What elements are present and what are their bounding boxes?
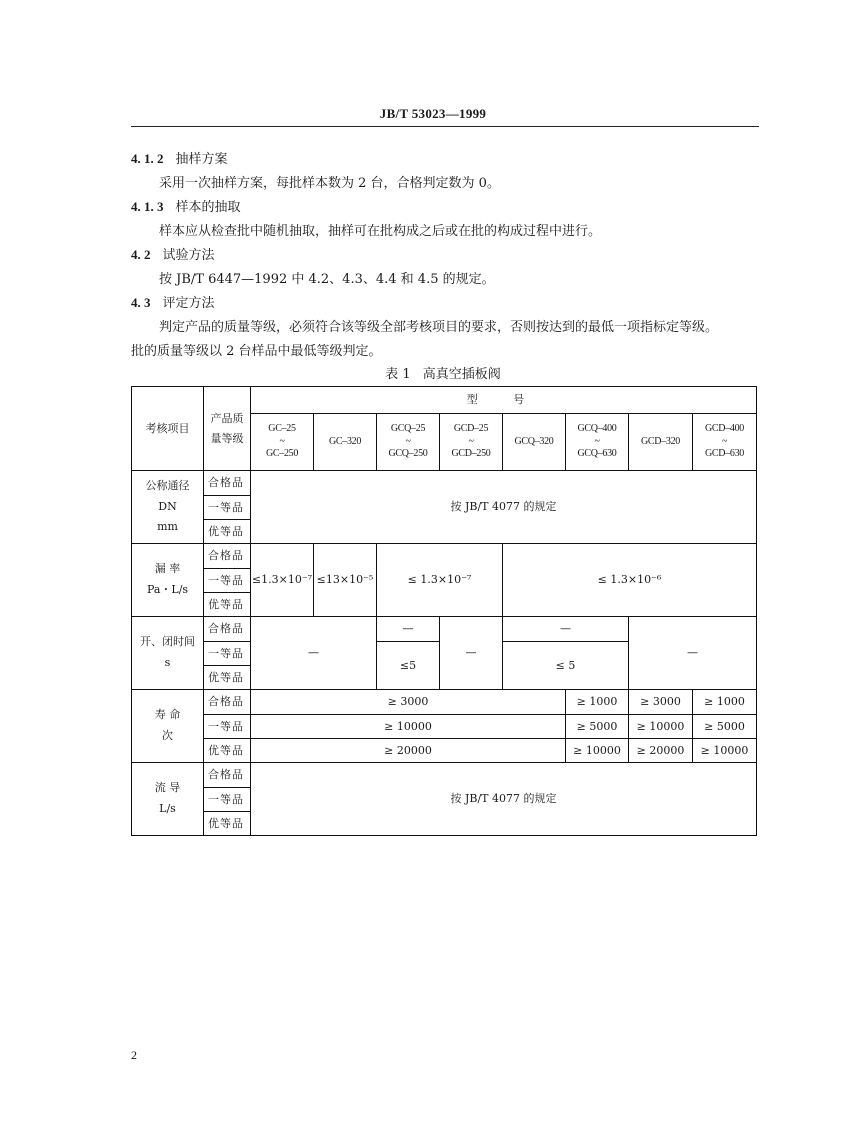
- section-title: 试验方法: [162, 248, 215, 263]
- leak-value-gc-320: ≤13×10⁻⁵: [314, 544, 377, 617]
- time-gcd-dash: —: [440, 617, 503, 690]
- document-standard-number: JB/T 53023—1999: [379, 106, 487, 121]
- section-4-2-text: 按 JB/T 6447—1992 中 4.2、4.3、4.4 和 4.5 的规定。: [159, 272, 495, 287]
- header-model: [251, 387, 757, 414]
- section-4-3-heading: [131, 292, 215, 311]
- row-label-open-close-time: [132, 617, 204, 690]
- life-first-c: ≥ 10000: [629, 715, 693, 739]
- life-superior-b: ≥ 10000: [566, 739, 629, 763]
- grade-superior: 优等品: [204, 520, 251, 544]
- header-model-text: 型 号: [466, 393, 541, 407]
- time-gcq-large-qualified: —: [503, 617, 629, 642]
- grade-superior: 优等品: [204, 666, 251, 690]
- conductance-value: 按 JB/T 4077 的规定: [251, 763, 757, 836]
- label-line: s: [164, 656, 171, 669]
- model-gcq-400-630: [566, 414, 629, 471]
- grade-first-class: 一等品: [204, 496, 251, 520]
- grade-first-class: 一等品: [204, 569, 251, 593]
- model-tilde: ~: [721, 435, 728, 447]
- model-gc-320: GC–320: [314, 414, 377, 471]
- model-line: GCQ–400: [577, 423, 617, 435]
- model-gc-25-250: [251, 414, 314, 471]
- table-title: 高真空插板阀: [422, 367, 501, 382]
- model-line: GCD–250: [451, 448, 491, 460]
- life-first-b: ≥ 5000: [566, 715, 629, 739]
- grade-superior: 优等品: [204, 812, 251, 836]
- header-item: 考核项目: [132, 387, 204, 471]
- page-number: 2: [131, 1048, 137, 1062]
- time-gcd-large-dash: —: [629, 617, 757, 690]
- label-line: mm: [157, 520, 178, 534]
- grade-qualified: 合格品: [204, 763, 251, 788]
- label-line: 寿 命: [154, 708, 181, 722]
- life-superior-d: ≥ 10000: [693, 739, 757, 763]
- table-label: 表 1: [385, 367, 411, 382]
- section-4-1-2-text: 采用一次抽样方案，每批样本数为 2 台，合格判定数为 0。: [159, 176, 500, 191]
- life-first-d: ≥ 5000: [693, 715, 757, 739]
- leak-value-gcq-gcd-25: ≤ 1.3×10⁻⁷: [377, 544, 503, 617]
- model-line: GCD–630: [704, 448, 744, 460]
- time-gcq-value: ≤5: [377, 642, 440, 690]
- label-line: 次: [162, 729, 173, 742]
- section-4-2-heading: [131, 244, 215, 263]
- row-label-leak-rate: [132, 544, 204, 617]
- specification-table: [131, 386, 757, 836]
- time-gcq-large-value: ≤ 5: [503, 642, 629, 690]
- time-gc-dash: —: [251, 617, 377, 690]
- model-gcd-25-250: [440, 414, 503, 471]
- model-line: GC–250: [265, 448, 299, 460]
- dn-value: 按 JB/T 4077 的规定: [251, 471, 757, 544]
- section-number: 4. 2: [131, 247, 151, 262]
- model-gcq-320: GCQ–320: [503, 414, 566, 471]
- grade-superior: 优等品: [204, 739, 251, 763]
- section-number: 4. 1. 2: [131, 151, 164, 166]
- grade-superior: 优等品: [204, 593, 251, 617]
- model-line: GCD–25: [453, 423, 489, 435]
- section-4-3-text-1: 判定产品的质量等级，必须符合该等级全部考核项目的要求，否则按达到的最低一项指标定等级。: [159, 320, 719, 335]
- section-title: 抽样方案: [175, 152, 228, 167]
- section-title: 样本的抽取: [175, 200, 241, 215]
- row-label-conductance: [132, 763, 204, 836]
- section-number: 4. 1. 3: [131, 199, 164, 214]
- section-number: 4. 3: [131, 295, 151, 310]
- life-qualified-b: ≥ 1000: [566, 690, 629, 715]
- model-line: GCQ–630: [577, 448, 617, 460]
- header-grade: 产品质量等级: [204, 387, 251, 471]
- section-4-1-2-heading: [131, 148, 228, 167]
- header-rule: [131, 126, 759, 127]
- model-tilde: ~: [279, 435, 285, 447]
- life-superior-a: ≥ 20000: [251, 739, 566, 763]
- grade-first-class: 一等品: [204, 788, 251, 812]
- label-line: Pa・L/s: [146, 583, 189, 596]
- section-title: 评定方法: [162, 296, 215, 311]
- row-label-life: [132, 690, 204, 763]
- leak-value-others: ≤ 1.3×10⁻⁶: [503, 544, 757, 617]
- life-first-a: ≥ 10000: [251, 715, 566, 739]
- time-gcq-qualified: —: [377, 617, 440, 642]
- model-gcq-25-250: [377, 414, 440, 471]
- section-4-1-3-heading: [131, 196, 241, 215]
- section-4-1-3-text: 样本应从检查批中随机抽取，抽样可在批构成之后或在批的构成过程中进行。: [159, 224, 602, 239]
- label-line: 开、闭时间: [140, 635, 195, 649]
- table-caption: [0, 363, 866, 382]
- model-gcd-400-630: [693, 414, 757, 471]
- label-line: 公称通径: [145, 478, 190, 492]
- model-line: GCQ–25: [390, 423, 426, 435]
- model-tilde: ~: [468, 435, 474, 447]
- model-line: GC–25: [268, 423, 296, 435]
- label-line: 流 导: [154, 781, 181, 795]
- section-4-3-text-2: 批的质量等级以 2 台样品中最低等级判定。: [131, 344, 382, 359]
- leak-value-gc-25: ≤1.3×10⁻⁷: [251, 544, 314, 617]
- life-qualified-c: ≥ 3000: [629, 690, 693, 715]
- grade-first-class: 一等品: [204, 642, 251, 666]
- model-tilde: ~: [405, 435, 411, 447]
- model-gcd-320: GCD–320: [629, 414, 693, 471]
- model-line: GCQ–250: [388, 448, 428, 460]
- row-label-dn: [132, 471, 204, 544]
- label-line: DN: [158, 499, 177, 513]
- grade-qualified: 合格品: [204, 690, 251, 715]
- grade-qualified: 合格品: [204, 544, 251, 569]
- grade-qualified: 合格品: [204, 471, 251, 496]
- grade-qualified: 合格品: [204, 617, 251, 642]
- model-line: GCD–400: [704, 423, 744, 435]
- label-line: 漏 率: [154, 562, 181, 576]
- life-qualified-a: ≥ 3000: [251, 690, 566, 715]
- life-qualified-d: ≥ 1000: [693, 690, 757, 715]
- label-line: L/s: [159, 802, 176, 815]
- model-tilde: ~: [594, 435, 600, 447]
- grade-first-class: 一等品: [204, 715, 251, 739]
- life-superior-c: ≥ 20000: [629, 739, 693, 763]
